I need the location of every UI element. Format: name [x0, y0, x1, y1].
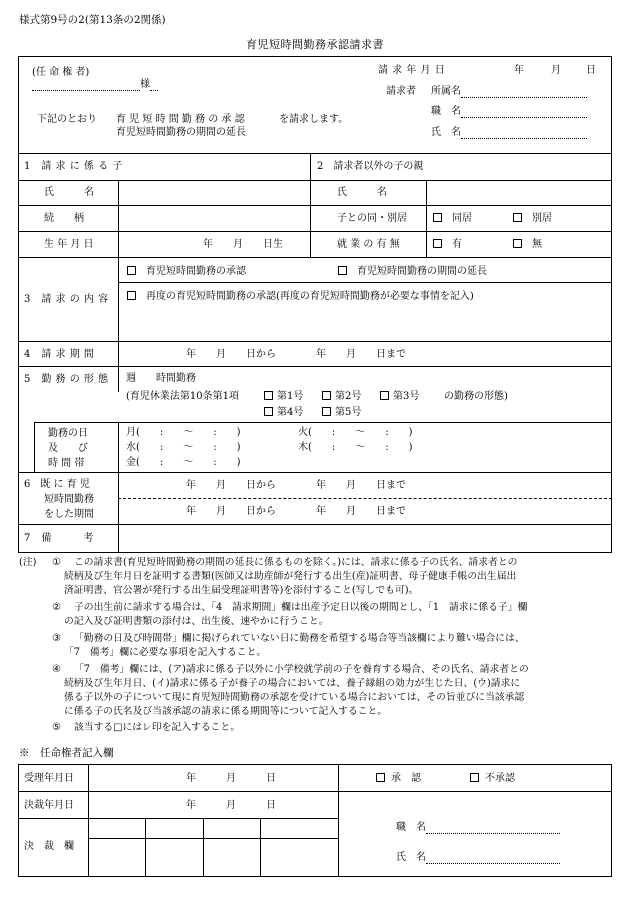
child-relation-label: 続 柄 [44, 213, 84, 224]
note4-line3: 係る子以外の子について現に育児短時間勤務の承認を受けている場合においては、その旨並びに当該承認 [64, 692, 525, 703]
checkbox-icon [513, 239, 522, 248]
section5-title: 5 勤 務 の 形 態 [24, 374, 109, 385]
note5-line1: 該当する□にはレ印を記入すること。 [74, 722, 241, 733]
friday-hours-field[interactable]: 金( : 〜 : ) [126, 457, 241, 468]
work-form-item2[interactable]: 第2号 [322, 390, 361, 403]
checkbox-icon [127, 291, 136, 300]
note4-line1: 「7 備考」欄には、(ア)請求に係る子以外に小学校就学前の子を養育する場合、その氏名、請求者との [74, 664, 529, 675]
cohabit-option-separate[interactable]: 別居 [513, 212, 552, 225]
checkbox-icon [380, 391, 389, 400]
body-suffix: を請求します。 [279, 114, 349, 125]
note1-line1: この請求書(育児短時間勤務の期間の延長に係るものを除く。)には、請求に係る子の氏名、請求者との [74, 557, 518, 568]
checkbox-icon [433, 213, 442, 222]
kessai-label: 決 裁 欄 [24, 841, 74, 852]
section2-title: 2 請求者以外の子の親 [317, 161, 424, 172]
past-period-field-1[interactable]: 年 月 日から 年 月 日まで [186, 480, 406, 491]
section4-title: 4 請 求 期 間 [24, 349, 95, 360]
appointer-label: (任 命 権 者) [32, 67, 90, 78]
work-days-label: 勤務の日 及 び 時 間 帯 [48, 428, 88, 469]
note4-line2: 続柄及び生年月日、(イ)請求に係る子が養子の場合においては、養子縁組の効力が生じた日、(ウ)請求に [64, 678, 521, 689]
child-birth-field[interactable]: 年 月 日生 [203, 239, 283, 250]
note3-line2: 「7 備考」欄に必要な事項を記入すること。 [64, 647, 267, 658]
note1-mark: ① [52, 557, 61, 568]
cohabit-label: 子との同・別居 [337, 213, 407, 224]
option-extension: 育児短時間勤務の期間の延長 [116, 127, 246, 138]
tuesday-hours-field[interactable]: 火( : 〜 : ) [298, 427, 413, 438]
law-suffix: の勤務の形態) [444, 391, 508, 402]
past-period-field-2[interactable]: 年 月 日から 年 月 日まで [186, 506, 406, 517]
checkbox-icon [433, 239, 442, 248]
employ-option-no[interactable]: 無 [513, 238, 542, 251]
wednesday-hours-field[interactable]: 水( : 〜 : ) [126, 442, 241, 453]
note2-line1: 子の出生前に請求する場合は、「4 請求期間」欄は出産予定日以後の期間とし、「1 請求に係る子」欄 [74, 602, 528, 613]
checkbox-icon [264, 391, 273, 400]
checkbox-icon [376, 773, 385, 782]
request-date-label: 請 求 年 月 日 [378, 65, 446, 76]
parent-name-label: 氏 名 [337, 187, 387, 198]
monday-hours-field[interactable]: 月( : 〜 : ) [126, 427, 241, 438]
dept-field[interactable]: 所属名 [431, 85, 587, 98]
kessai-stamp-cell-4[interactable] [264, 822, 334, 874]
request-year: 年 [514, 65, 524, 76]
kessai-stamp-cell-2[interactable] [149, 822, 199, 874]
checkbox-icon [127, 266, 136, 275]
note5-mark: ⑤ [52, 722, 61, 733]
employ-option-yes[interactable]: 有 [433, 238, 462, 251]
disapprove-option[interactable]: 不承認 [470, 772, 515, 785]
note4-mark: ④ [52, 664, 61, 675]
note1-line2: 続柄及び生年月日を証明する書類(医師又は助産師が発行する出生(産)証明書、母子健康手帳の出生届出 [64, 571, 517, 582]
sama-label: 様 [140, 79, 150, 90]
body-prefix: 下記のとおり [37, 114, 97, 125]
note4-line4: に係る子の氏名及び当該承認の請求に係る期間等について記入すること。 [64, 706, 388, 717]
work-form-item5[interactable]: 第5号 [322, 406, 361, 419]
received-date-label: 受理年月日 [24, 773, 74, 784]
content-option-reapproval[interactable]: 再度の育児短時間勤務の承認(再度の育児短時間勤務が必要な事情を記入) [127, 290, 474, 303]
kessai-stamp-cell-3[interactable] [207, 822, 257, 874]
authority-position-field[interactable]: 職 名 [396, 821, 560, 834]
employ-label: 就 業 の 有 無 [337, 239, 400, 250]
work-form-item3[interactable]: 第3号 [380, 390, 419, 403]
checkbox-icon [322, 407, 331, 416]
authority-heading: ※ 任命権者記入欄 [19, 747, 114, 759]
option-approval: 育 児 短 時 間 勤 務 の 承 認 [116, 114, 245, 125]
form-number: 様式第9号の2(第13条の2関係) [19, 14, 166, 26]
checkbox-icon [322, 391, 331, 400]
requester-label: 請求者 [386, 86, 416, 97]
approve-option[interactable]: 承 認 [376, 772, 421, 785]
child-birth-label: 生 年 月 日 [44, 239, 94, 250]
appointer-name-field[interactable] [32, 78, 158, 91]
kessai-stamp-cell-1[interactable] [92, 822, 142, 874]
content-option-extension[interactable]: 育児短時間勤務の期間の延長 [338, 265, 487, 278]
cohabit-option-together[interactable]: 同居 [433, 212, 472, 225]
checkbox-icon [513, 213, 522, 222]
authority-name-field[interactable]: 氏 名 [396, 851, 560, 864]
thursday-hours-field[interactable]: 木( : 〜 : ) [298, 442, 413, 453]
decided-date-field[interactable]: 年 月 日 [186, 800, 276, 811]
form-title: 育児短時間勤務承認請求書 [246, 38, 384, 51]
section6-title: 6 既 に 育 児 短時間勤務 をした期間 [24, 479, 94, 520]
checkbox-icon [264, 407, 273, 416]
section1-title: 1 請 求 に 係 る 子 [24, 161, 123, 172]
note3-mark: ③ [52, 633, 61, 644]
remarks-field[interactable] [124, 527, 608, 551]
checkbox-icon [338, 266, 347, 275]
note3-line1: 「勤務の日及び時間帯」欄に掲げられていない日に勤務を希望する場合等当該欄により難い場合には、 [74, 633, 525, 644]
requester-name-field[interactable]: 氏 名 [431, 126, 587, 139]
section3-title: 3 請 求 の 内 容 [24, 294, 109, 305]
work-form-item1[interactable]: 第1号 [264, 390, 303, 403]
work-form-item4[interactable]: 第4号 [264, 406, 303, 419]
notes-label: (注) [19, 557, 37, 568]
checkbox-icon [470, 773, 479, 782]
note2-mark: ② [52, 602, 61, 613]
request-month: 月 [551, 65, 561, 76]
section7-title: 7 備 考 [24, 533, 94, 544]
content-option-approval[interactable]: 育児短時間勤務の承認 [127, 265, 246, 278]
note1-line3: 済証明書、官公署が発行する出生届受理証明書等)を添付すること(写しでも可)。 [64, 585, 419, 596]
received-date-field[interactable]: 年 月 日 [186, 773, 276, 784]
weekly-hours-field[interactable]: 週 時間勤務 [126, 373, 196, 384]
request-period-field[interactable]: 年 月 日から 年 月 日まで [186, 349, 406, 360]
position-field[interactable]: 職 名 [431, 105, 587, 118]
law-reference: (育児休業法第10条第1項 [126, 391, 239, 402]
request-day: 日 [586, 65, 596, 76]
decided-date-label: 決裁年月日 [24, 800, 74, 811]
child-name-label: 氏 名 [44, 187, 94, 198]
note2-line2: の記入及び証明書類の添付は、出生後、速やかに行うこと。 [64, 616, 329, 627]
